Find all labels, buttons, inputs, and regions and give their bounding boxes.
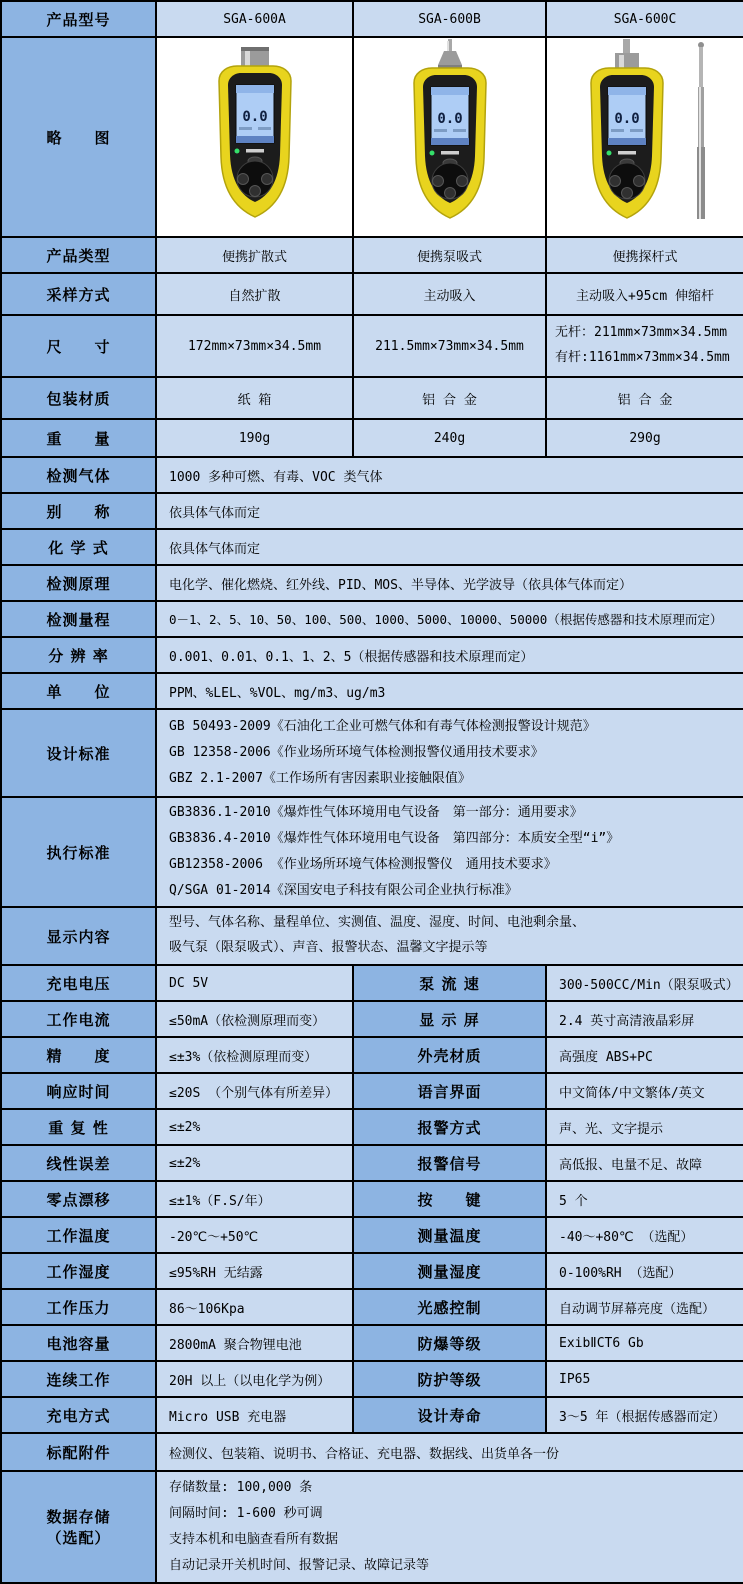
spec-value: 中文简体/中文繁体/英文: [546, 1073, 743, 1109]
table-row-exec-standard: [1, 797, 743, 907]
value-dimensions-a: 172mm×73mm×34.5mm: [156, 315, 353, 377]
value-model-a: SGA-600A: [156, 1, 353, 37]
display-content-line: 吸气泵（限泵吸式）、声音、报警状态、温馨文字提示等: [169, 940, 488, 955]
spec-row: [1, 1037, 743, 1073]
spec-value: ≤±1%（F.S/年）: [156, 1181, 353, 1217]
value-packaging-a: 纸 箱: [156, 377, 353, 419]
spec-label: 零点漂移: [1, 1181, 156, 1217]
spec-label: 报警方式: [353, 1109, 546, 1145]
spec-label: 工作压力: [1, 1289, 156, 1325]
exec-standard-line: GB12358-2006 《作业场所环境气体检测报警仪 通用技术要求》: [169, 857, 557, 872]
value-data-storage: [156, 1471, 743, 1583]
table-row-range: [1, 601, 743, 637]
spec-row: [1, 1253, 743, 1289]
spec-row: [1, 1397, 743, 1433]
table-row-model: [1, 1, 743, 37]
table-row-accessories: [1, 1433, 743, 1471]
value-chemical-formula: 依具体气体而定: [156, 529, 743, 565]
spec-label: 设计寿命: [353, 1397, 546, 1433]
table-row-unit: [1, 673, 743, 709]
design-standard-line: GB 12358-2006《作业场所环境气体检测报警仪通用技术要求》: [169, 745, 544, 760]
label-display-content: 显示内容: [1, 907, 156, 965]
label-detection-principle: 检测原理: [1, 565, 156, 601]
label-alias: 别 称: [1, 493, 156, 529]
data-storage-line: 支持本机和电脑查看所有数据: [169, 1532, 339, 1547]
value-exec-standard: [156, 797, 743, 907]
spec-label: 光感控制: [353, 1289, 546, 1325]
value-alias: 依具体气体而定: [156, 493, 743, 529]
spec-label: 工作湿度: [1, 1253, 156, 1289]
spec-value: ExibⅡCT6 Gb: [546, 1325, 743, 1361]
label-data-storage: [1, 1471, 156, 1583]
table-row-alias: [1, 493, 743, 529]
spec-value: 2.4 英寸高清液晶彩屏: [546, 1001, 743, 1037]
spec-value: 2800mA 聚合物锂电池: [156, 1325, 353, 1361]
value-sampling-a: 自然扩散: [156, 273, 353, 315]
spec-label: 精 度: [1, 1037, 156, 1073]
label-resolution: 分 辨 率: [1, 637, 156, 673]
exec-standard-line: Q/SGA 01-2014《深国安电子科技有限公司企业执行标准》: [169, 883, 518, 898]
data-storage-line: 存储数量: 100,000 条: [169, 1480, 313, 1495]
label-product-model: 产品型号: [1, 1, 156, 37]
value-weight-b: 240g: [353, 419, 546, 457]
spec-value: ≤±2%: [156, 1109, 353, 1145]
value-unit: PPM、%LEL、%VOL、mg/m3、ug/m3: [156, 673, 743, 709]
spec-label: 连续工作: [1, 1361, 156, 1397]
spec-value: 20H 以上（以电化学为例）: [156, 1361, 353, 1397]
spec-row: [1, 1217, 743, 1253]
table-row-weight: [1, 419, 743, 457]
spec-value: -20℃～+50℃: [156, 1217, 353, 1253]
spec-label: 泵 流 速: [353, 965, 546, 1001]
label-weight: 重 量: [1, 419, 156, 457]
label-design-standard: 设计标准: [1, 709, 156, 797]
value-dimensions-b: 211.5mm×73mm×34.5mm: [353, 315, 546, 377]
spec-value: IP65: [546, 1361, 743, 1397]
value-packaging-c: 铝 合 金: [546, 377, 743, 419]
dimensions-c-line: 有杆:1161mm×73mm×34.5mm: [555, 350, 730, 365]
value-weight-c: 290g: [546, 419, 743, 457]
value-sampling-b: 主动吸入: [353, 273, 546, 315]
value-detection-principle: 电化学、催化燃烧、红外线、PID、MOS、半导体、光学波导（依具体气体而定）: [156, 565, 743, 601]
value-dimensions-c: [546, 315, 743, 377]
spec-value: 高强度 ABS+PC: [546, 1037, 743, 1073]
label-accessories: 标配附件: [1, 1433, 156, 1471]
value-weight-a: 190g: [156, 419, 353, 457]
spec-value: ≤50mA（依检测原理而变）: [156, 1001, 353, 1037]
value-accessories: 检测仪、包装箱、说明书、合格证、充电器、数据线、出货单各一份: [156, 1433, 743, 1471]
spec-row: [1, 1181, 743, 1217]
label-chemical-formula: 化 学 式: [1, 529, 156, 565]
spec-label: 充电方式: [1, 1397, 156, 1433]
device-image-sga-600b: [353, 37, 546, 237]
table-row-principle: [1, 565, 743, 601]
spec-row: [1, 965, 743, 1001]
device-image-sga-600c: [546, 37, 743, 237]
value-type-c: 便携探杆式: [546, 237, 743, 273]
label-product-type: 产品类型: [1, 237, 156, 273]
table-row-gases: [1, 457, 743, 493]
label-packaging-material: 包装材质: [1, 377, 156, 419]
spec-value: 0-100%RH （选配）: [546, 1253, 743, 1289]
spec-value: 高低报、电量不足、故障: [546, 1145, 743, 1181]
table-row-display-content: [1, 907, 743, 965]
spec-row: [1, 1325, 743, 1361]
value-sampling-c: 主动吸入+95cm 伸缩杆: [546, 273, 743, 315]
exec-standard-line: GB3836.1-2010《爆炸性气体环境用电气设备 第一部分：通用要求》: [169, 805, 583, 820]
spec-label: 防爆等级: [353, 1325, 546, 1361]
spec-value: ≤95%RH 无结露: [156, 1253, 353, 1289]
value-type-a: 便携扩散式: [156, 237, 353, 273]
table-row-sketch: [1, 37, 743, 237]
value-packaging-b: 铝 合 金: [353, 377, 546, 419]
spec-row: [1, 1361, 743, 1397]
value-display-content: [156, 907, 743, 965]
spec-row: [1, 1109, 743, 1145]
spec-label: 语言界面: [353, 1073, 546, 1109]
table-row-data-storage: [1, 1471, 743, 1583]
label-unit: 单 位: [1, 673, 156, 709]
spec-label: 响应时间: [1, 1073, 156, 1109]
device-image-sga-600a: [156, 37, 353, 237]
display-content-line: 型号、气体名称、量程单位、实测值、温度、湿度、时间、电池剩余量、: [169, 915, 586, 931]
value-model-b: SGA-600B: [353, 1, 546, 37]
data-storage-label-line: 数据存储: [46, 1508, 111, 1526]
value-type-b: 便携泵吸式: [353, 237, 546, 273]
spec-label: 重 复 性: [1, 1109, 156, 1145]
spec-label: 线性误差: [1, 1145, 156, 1181]
spec-value: -40～+80℃ （选配）: [546, 1217, 743, 1253]
table-row-design-standard: [1, 709, 743, 797]
spec-label: 测量温度: [353, 1217, 546, 1253]
spec-value: ≤20S （个别气体有所差异）: [156, 1073, 353, 1109]
spec-label: 防护等级: [353, 1361, 546, 1397]
label-exec-standard: 执行标准: [1, 797, 156, 907]
svg-text:0.0: 0.0: [614, 111, 640, 127]
spec-label: 电池容量: [1, 1325, 156, 1361]
data-storage-line: 自动记录开关机时间、报警记录、故障记录等: [169, 1558, 430, 1573]
spec-label: 按 键: [353, 1181, 546, 1217]
spec-value: 300-500CC/Min（限泵吸式）: [546, 965, 743, 1001]
dimensions-c-line: 无杆：211mm×73mm×34.5mm: [555, 325, 728, 341]
design-standard-line: GBZ 2.1-2007《工作场所有害因素职业接触限值》: [169, 771, 471, 786]
svg-text:0.0: 0.0: [241, 109, 268, 125]
spec-row: [1, 1073, 743, 1109]
label-detected-gases: 检测气体: [1, 457, 156, 493]
spec-value: Micro USB 充电器: [156, 1397, 353, 1433]
spec-value: DC 5V: [156, 965, 353, 1001]
value-model-c: SGA-600C: [546, 1, 743, 37]
spec-row: [1, 1145, 743, 1181]
spec-label: 充电电压: [1, 965, 156, 1001]
table-row-packaging: [1, 377, 743, 419]
spec-value: ≤±2%: [156, 1145, 353, 1181]
label-sampling-method: 采样方式: [1, 273, 156, 315]
gas-detector-pump-image: [370, 39, 530, 231]
spec-label: 外壳材质: [353, 1037, 546, 1073]
spec-row: [1, 1289, 743, 1325]
table-row-sampling: [1, 273, 743, 315]
label-sketch: 略 图: [1, 37, 156, 237]
spec-value: 声、光、文字提示: [546, 1109, 743, 1145]
spec-value: 3～5 年（根据传感器而定）: [546, 1397, 743, 1433]
spec-label: 工作电流: [1, 1001, 156, 1037]
gas-detector-probe-rod-image: [555, 39, 735, 231]
data-storage-line: 间隔时间: 1-600 秒可调: [169, 1506, 323, 1521]
value-detection-range: 0－1、2、5、10、50、100、500、1000、5000、10000、50000（根据传感器和技术原理而定）: [156, 601, 743, 637]
spec-value: 86～106Kpa: [156, 1289, 353, 1325]
spec-label: 工作温度: [1, 1217, 156, 1253]
spec-value: 5 个: [546, 1181, 743, 1217]
table-row-type: [1, 237, 743, 273]
spec-label: 显 示 屏: [353, 1001, 546, 1037]
table-row-dimensions: [1, 315, 743, 377]
table-row-chemical-formula: [1, 529, 743, 565]
value-resolution: 0.001、0.01、0.1、1、2、5（根据传感器和技术原理而定）: [156, 637, 743, 673]
svg-text:0.0: 0.0: [436, 111, 463, 127]
design-standard-line: GB 50493-2009《石油化工企业可燃气体和有毒气体检测报警设计规范》: [169, 719, 596, 734]
spec-label: 测量湿度: [353, 1253, 546, 1289]
spec-value: 自动调节屏幕亮度（选配）: [546, 1289, 743, 1325]
spec-row: [1, 1001, 743, 1037]
spec-label: 报警信号: [353, 1145, 546, 1181]
label-dimensions: 尺 寸: [1, 315, 156, 377]
value-detected-gases: 1000 多种可燃、有毒、VOC 类气体: [156, 457, 743, 493]
gas-detector-diffusion-image: [175, 39, 335, 231]
exec-standard-line: GB3836.4-2010《爆炸性气体环境用电气设备 第四部分：本质安全型“i”》: [169, 831, 620, 846]
spec-value: ≤±3%（依检测原理而变）: [156, 1037, 353, 1073]
table-row-resolution: [1, 637, 743, 673]
label-detection-range: 检测量程: [1, 601, 156, 637]
data-storage-label-line: （选配）: [46, 1529, 111, 1547]
value-design-standard: [156, 709, 743, 797]
